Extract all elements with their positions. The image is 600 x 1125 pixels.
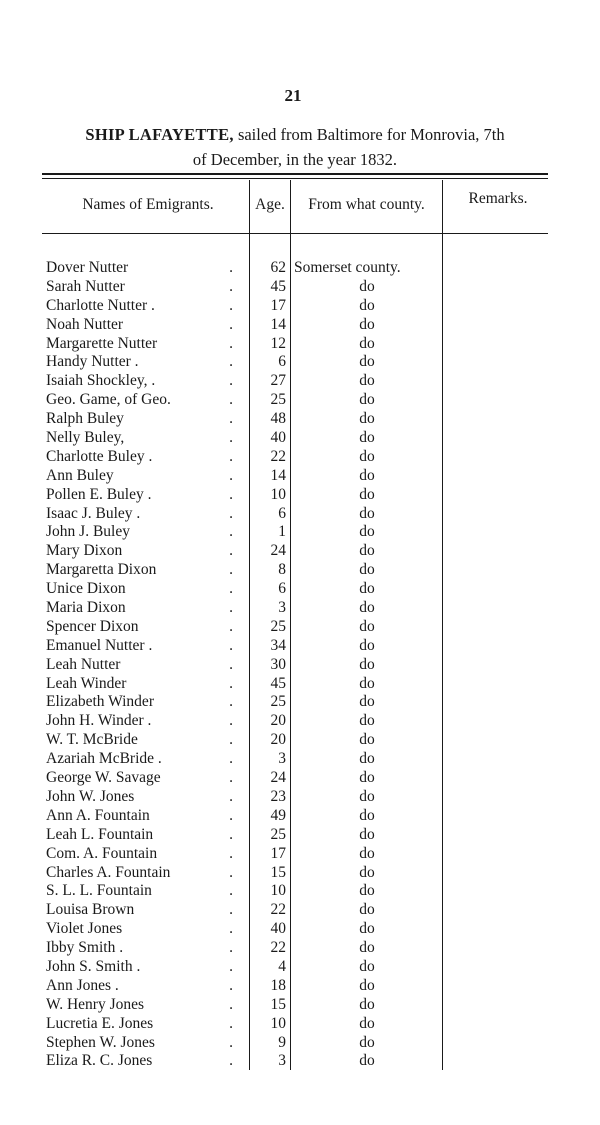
dot-leader: . [229, 296, 233, 314]
table-row [44, 693, 444, 712]
dot-leader: . [229, 429, 233, 447]
table-row [44, 882, 444, 901]
emigrant-county: do [359, 731, 375, 749]
table-row [44, 920, 444, 939]
emigrant-county: do [359, 296, 375, 314]
emigrant-county: Somerset county. [294, 259, 401, 276]
emigrant-age: 18 [270, 976, 286, 994]
emigrant-name: W. T. McBride [46, 731, 138, 749]
emigrant-name: Sarah Nutter [46, 277, 125, 295]
emigrant-name: Stephen W. Jones [46, 1033, 155, 1051]
table-row [44, 675, 444, 694]
dot-leader: . [229, 712, 233, 730]
emigrant-age: 25 [270, 693, 286, 711]
dot-leader: . [229, 976, 233, 994]
emigrant-name: Emanuel Nutter . [46, 636, 153, 654]
emigrant-age: 6 [278, 353, 286, 371]
emigrant-county: do [359, 750, 375, 768]
emigrant-age: 6 [278, 504, 286, 522]
emigrant-county: do [359, 353, 375, 371]
table-row [44, 467, 444, 486]
dot-leader: . [229, 410, 233, 428]
table-row [44, 542, 444, 561]
emigrant-age: 10 [270, 882, 286, 900]
table-row [44, 353, 444, 372]
heading-line-1: sailed from Baltimore for Monrovia, 7th [233, 125, 505, 144]
emigrant-name: Isaac J. Buley . [46, 504, 141, 522]
emigrant-age: 14 [270, 466, 286, 484]
table-row [44, 712, 444, 731]
emigrant-table [44, 259, 444, 1071]
table-row [44, 750, 444, 769]
emigrant-age: 3 [278, 750, 286, 768]
emigrant-age: 20 [270, 712, 286, 730]
dot-leader: . [229, 580, 233, 598]
emigrant-name: Margaretta Dixon [46, 561, 157, 579]
dot-leader: . [229, 1014, 233, 1032]
emigrant-county: do [359, 580, 375, 598]
table-row [44, 297, 444, 316]
emigrant-name: Ann Buley [46, 466, 114, 484]
emigrant-county: do [359, 542, 375, 560]
emigrant-name: John W. Jones [46, 787, 135, 805]
dot-leader: . [229, 750, 233, 768]
emigrant-county: do [359, 844, 375, 862]
dot-leader: . [229, 617, 233, 635]
emigrant-name: John S. Smith . [46, 957, 141, 975]
table-row [44, 1052, 444, 1071]
emigrant-county: do [359, 485, 375, 503]
emigrant-county: do [359, 712, 375, 730]
table-row [44, 316, 444, 335]
emigrant-county: do [359, 372, 375, 390]
dot-leader: . [229, 863, 233, 881]
dot-leader: . [229, 561, 233, 579]
column-header-county: From what county. [308, 196, 425, 213]
emigrant-name: Margarette Nutter [46, 334, 158, 352]
table-row [44, 523, 444, 542]
emigrant-age: 62 [270, 259, 286, 276]
column-header-names: Names of Emigrants. [82, 196, 214, 213]
emigrant-county: do [359, 806, 375, 824]
dot-leader: . [229, 731, 233, 749]
emigrant-name: Ralph Buley [46, 410, 124, 428]
dot-leader: . [229, 825, 233, 843]
emigrant-age: 24 [270, 542, 286, 560]
emigrant-county: do [359, 504, 375, 522]
dot-leader: . [229, 485, 233, 503]
emigrant-age: 10 [270, 1014, 286, 1032]
emigrant-age: 6 [278, 580, 286, 598]
emigrant-name: Azariah McBride . [46, 750, 162, 768]
emigrant-county: do [359, 523, 375, 541]
emigrant-name: Charlotte Buley . [46, 447, 153, 465]
emigrant-name: Nelly Buley, [46, 429, 125, 447]
emigrant-name: Eliza R. C. Jones [46, 1052, 153, 1070]
dot-leader: . [229, 901, 233, 919]
emigrant-county: do [359, 976, 375, 994]
dot-leader: . [229, 939, 233, 957]
dot-leader: . [229, 1052, 233, 1070]
emigrant-age: 20 [270, 731, 286, 749]
emigrant-county: do [359, 334, 375, 352]
emigrant-age: 49 [270, 806, 286, 824]
table-row [44, 1015, 444, 1034]
dot-leader: . [229, 523, 233, 541]
emigrant-name: George W. Savage [46, 769, 161, 787]
emigrant-age: 17 [270, 296, 286, 314]
emigrant-county: do [359, 429, 375, 447]
dot-leader: . [229, 674, 233, 692]
emigrant-age: 45 [270, 674, 286, 692]
emigrant-age: 30 [270, 655, 286, 673]
table-row [44, 864, 444, 883]
table-row [44, 599, 444, 618]
dot-leader: . [229, 447, 233, 465]
emigrant-name: Ann Jones . [46, 976, 119, 994]
dot-leader: . [229, 844, 233, 862]
table-row [44, 410, 444, 429]
table-row [44, 656, 444, 675]
emigrant-name: Elizabeth Winder [46, 693, 154, 711]
emigrant-name: Ann A. Fountain [46, 806, 150, 824]
emigrant-county: do [359, 693, 375, 711]
emigrant-name: Com. A. Fountain [46, 844, 158, 862]
dot-leader: . [229, 259, 233, 276]
dot-leader: . [229, 315, 233, 333]
emigrant-county: do [359, 863, 375, 881]
emigrant-county: do [359, 466, 375, 484]
dot-leader: . [229, 353, 233, 371]
header-bottom-rule [42, 233, 548, 234]
emigrant-name: Ibby Smith . [46, 939, 124, 957]
emigrant-county: do [359, 1014, 375, 1032]
emigrant-county: do [359, 655, 375, 673]
emigrant-age: 22 [270, 447, 286, 465]
table-row [44, 448, 444, 467]
emigrant-county: do [359, 882, 375, 900]
table-row [44, 731, 444, 750]
emigrant-name: Geo. Game, of Geo. [46, 391, 171, 409]
emigrant-name: Charles A. Fountain [46, 863, 171, 881]
emigrant-name: Maria Dixon [46, 599, 126, 617]
emigrant-name: Lucretia E. Jones [46, 1014, 154, 1032]
emigrant-age: 15 [270, 995, 286, 1013]
table-row [44, 372, 444, 391]
emigrant-name: Violet Jones [46, 920, 123, 938]
emigrant-age: 12 [270, 334, 286, 352]
emigrant-age: 25 [270, 825, 286, 843]
dot-leader: . [229, 957, 233, 975]
dot-leader: . [229, 466, 233, 484]
table-row [44, 429, 444, 448]
emigrant-county: do [359, 939, 375, 957]
emigrant-county: do [359, 561, 375, 579]
emigrant-name: Charlotte Nutter . [46, 296, 155, 314]
dot-leader: . [229, 636, 233, 654]
emigrant-age: 3 [278, 1052, 286, 1070]
table-row [44, 259, 444, 278]
emigrant-county: do [359, 617, 375, 635]
emigrant-county: do [359, 315, 375, 333]
emigrant-county: do [359, 1052, 375, 1070]
dot-leader: . [229, 806, 233, 824]
table-row [44, 486, 444, 505]
page-number: 21 [284, 86, 302, 105]
table-row [44, 958, 444, 977]
table-top-rule-thin [42, 178, 548, 179]
emigrant-county: do [359, 674, 375, 692]
dot-leader: . [229, 504, 233, 522]
column-header-age: Age. [255, 196, 285, 213]
table-row [44, 939, 444, 958]
dot-leader: . [229, 372, 233, 390]
table-row [44, 1034, 444, 1053]
dot-leader: . [229, 334, 233, 352]
ship-name: SHIP LAFAYETTE, [85, 125, 234, 144]
emigrant-age: 22 [270, 901, 286, 919]
emigrant-name: Isaiah Shockley, . [46, 372, 156, 390]
emigrant-county: do [359, 599, 375, 617]
table-row [44, 977, 444, 996]
dot-leader: . [229, 882, 233, 900]
emigrant-age: 40 [270, 920, 286, 938]
dot-leader: . [229, 542, 233, 560]
table-row [44, 769, 444, 788]
emigrant-name: Unice Dixon [46, 580, 126, 598]
emigrant-name: Noah Nutter [46, 315, 124, 333]
emigrant-county: do [359, 825, 375, 843]
emigrant-age: 4 [278, 957, 286, 975]
emigrant-name: Mary Dixon [46, 542, 123, 560]
emigrant-age: 14 [270, 315, 286, 333]
table-row [44, 505, 444, 524]
table-row [44, 561, 444, 580]
emigrant-name: John J. Buley [46, 523, 130, 541]
emigrant-county: do [359, 901, 375, 919]
emigrant-name: Leah Nutter [46, 655, 121, 673]
emigrant-county: do [359, 636, 375, 654]
emigrant-age: 10 [270, 485, 286, 503]
dot-leader: . [229, 693, 233, 711]
emigrant-county: do [359, 920, 375, 938]
table-row [44, 335, 444, 354]
table-row [44, 391, 444, 410]
dot-leader: . [229, 391, 233, 409]
column-header-remarks: Remarks. [468, 190, 528, 207]
emigrant-age: 23 [270, 787, 286, 805]
table-row [44, 637, 444, 656]
table-row [44, 278, 444, 297]
emigrant-name: W. Henry Jones [46, 995, 145, 1013]
dot-leader: . [229, 599, 233, 617]
dot-leader: . [229, 787, 233, 805]
heading-line-2: of December, in the year 1832. [192, 150, 398, 169]
emigrant-county: do [359, 787, 375, 805]
dot-leader: . [229, 277, 233, 295]
table-row [44, 580, 444, 599]
emigrant-age: 24 [270, 769, 286, 787]
dot-leader: . [229, 769, 233, 787]
emigrant-name: S. L. L. Fountain [46, 882, 152, 900]
emigrant-name: Leah Winder [46, 674, 127, 692]
table-row [44, 845, 444, 864]
emigrant-age: 34 [270, 636, 286, 654]
emigrant-age: 48 [270, 410, 286, 428]
emigrant-age: 17 [270, 844, 286, 862]
emigrant-age: 8 [278, 561, 286, 579]
emigrant-age: 3 [278, 599, 286, 617]
emigrant-name: Leah L. Fountain [46, 825, 154, 843]
emigrant-age: 1 [278, 523, 286, 541]
emigrant-age: 27 [270, 372, 286, 390]
emigrant-county: do [359, 769, 375, 787]
table-row [44, 901, 444, 920]
table-top-rule-thick [42, 173, 548, 175]
page-heading [30, 122, 560, 172]
emigrant-age: 22 [270, 939, 286, 957]
emigrant-age: 25 [270, 617, 286, 635]
emigrant-age: 25 [270, 391, 286, 409]
emigrant-county: do [359, 1033, 375, 1051]
dot-leader: . [229, 1033, 233, 1051]
emigrant-county: do [359, 447, 375, 465]
emigrant-name: Pollen E. Buley . [46, 485, 152, 503]
table-row [44, 618, 444, 637]
emigrant-name: John H. Winder . [46, 712, 152, 730]
emigrant-age: 40 [270, 429, 286, 447]
emigrant-age: 45 [270, 277, 286, 295]
dot-leader: . [229, 655, 233, 673]
dot-leader: . [229, 920, 233, 938]
emigrant-county: do [359, 410, 375, 428]
emigrant-age: 15 [270, 863, 286, 881]
emigrant-county: do [359, 995, 375, 1013]
emigrant-name: Louisa Brown [46, 901, 135, 919]
table-row [44, 996, 444, 1015]
dot-leader: . [229, 995, 233, 1013]
emigrant-name: Spencer Dixon [46, 617, 139, 635]
emigrant-name: Dover Nutter [46, 259, 129, 276]
table-row [44, 826, 444, 845]
emigrant-age: 9 [278, 1033, 286, 1051]
emigrant-name: Handy Nutter . [46, 353, 139, 371]
emigrant-county: do [359, 957, 375, 975]
emigrant-county: do [359, 277, 375, 295]
table-row [44, 788, 444, 807]
table-row [44, 807, 444, 826]
emigrant-county: do [359, 391, 375, 409]
